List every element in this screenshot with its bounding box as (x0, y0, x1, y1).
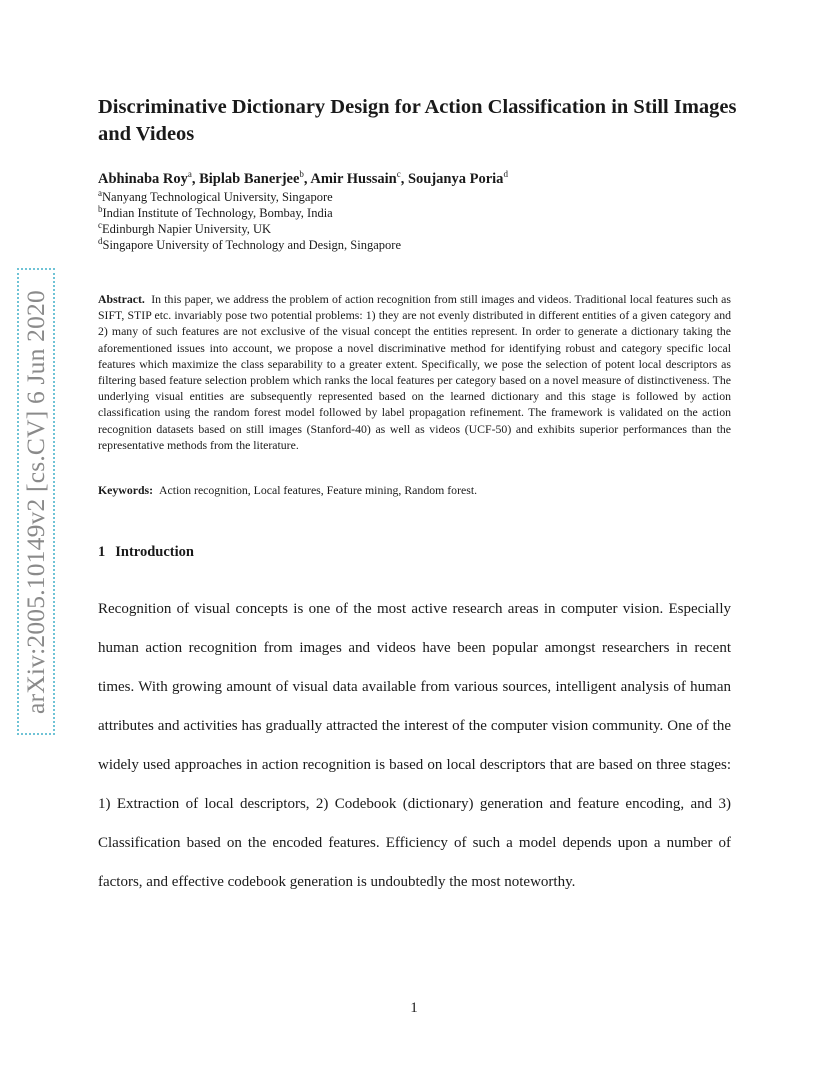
introduction-paragraph: Recognition of visual concepts is one of the most active research areas in computer vision. Especially human action recognition from images and videos have been popular amongst researchers in recent times. With growing amount of visual data available from various sources, intelligent analysis of human attributes and activities has gradually attracted the interest of the computer vision community. One of the widely used approaches in action recognition is based on local descriptors that are based on three stages: 1) Extraction of local descriptors, 2) Codebook (dictionary) generation and feature encoding, and 3) Classification based on the encoded features. Efficiency of such a model depends upon a number of factors, and effective codebook generation is undoubtedly the most noteworthy. (98, 601, 731, 890)
affiliation-text: Indian Institute of Technology, Bombay, India (102, 206, 333, 220)
arxiv-stamp (17, 268, 55, 735)
affiliation (98, 237, 401, 253)
keywords (98, 482, 477, 498)
abstract-text: In this paper, we address the problem of action recognition from still images and videos. Traditional local features such as SIFT, STIP etc. invariably pose two potential problems: 1) they are not evenly distributed in different entities of a given category and 2) many of such features are not exclusive of the visual concept the entities represent. In order to generate a dictionary taking the aforementioned issues into account, we propose a novel discriminative method for identifying robust and category specific local features which maximize the class separability to a greater extent. Specifically, we pose the selection of potent local descriptors as filtering based feature selection problem which ranks the local features per category based on a novel measure of distinctiveness. The underlying visual entities are subsequently represented based on the learned dictionary and this stage is followed by action classification using the random forest model followed by label propagation refinement. The framework is validated on the action recognition datasets based on still images (Stanford-40) as well as videos (UCF-50) and exhibits superior performances than the representative methods from the literature. (98, 292, 731, 452)
author-name: Biplab Banerjee (199, 171, 300, 187)
author-superscript: b (299, 169, 304, 180)
affiliation-text: Nanyang Technological University, Singapore (102, 190, 333, 204)
section-number: 1 (98, 544, 106, 560)
affiliation-superscript: d (98, 235, 103, 246)
author-superscript: a (187, 169, 192, 180)
author-name: Soujanya Poria (407, 171, 504, 187)
keywords-text: Action recognition, Local features, Feature mining, Random forest. (158, 483, 478, 497)
affiliation-superscript: b (98, 203, 103, 214)
section-title: Introduction (115, 544, 194, 560)
affiliation (98, 205, 333, 221)
affiliation-text: Edinburgh Napier University, UK (102, 222, 272, 236)
author-list: Abhinaba Roy$^a$, Biplab Banerjee$^b$, Amir Hussain$^c$, Soujanya Poria$^d$ (98, 169, 508, 187)
paper-title: Discriminative Dictionary Design for Action Classification in Still Images and Videos (98, 96, 737, 145)
affiliation-superscript: c (98, 219, 102, 230)
affiliation (98, 221, 271, 237)
keywords-label: Keywords: (98, 483, 154, 497)
author-name: Amir Hussain (310, 171, 397, 187)
author-name: Abhinaba Roy (98, 171, 188, 187)
author-superscript: c (396, 169, 401, 180)
author-superscript: d (503, 169, 508, 180)
affiliation (98, 189, 333, 205)
page-number: 1 (410, 1000, 418, 1016)
section-heading (98, 544, 194, 561)
abstract-label: Abstract. (98, 292, 145, 306)
affiliation-text: Singapore University of Technology and Design, Singapore (102, 238, 401, 252)
arxiv-identifier: arXiv:2005.10149v2 [cs.CV] 6 Jun 2020 (21, 289, 50, 714)
abstract (98, 291, 731, 453)
affiliation-superscript: a (98, 187, 102, 198)
